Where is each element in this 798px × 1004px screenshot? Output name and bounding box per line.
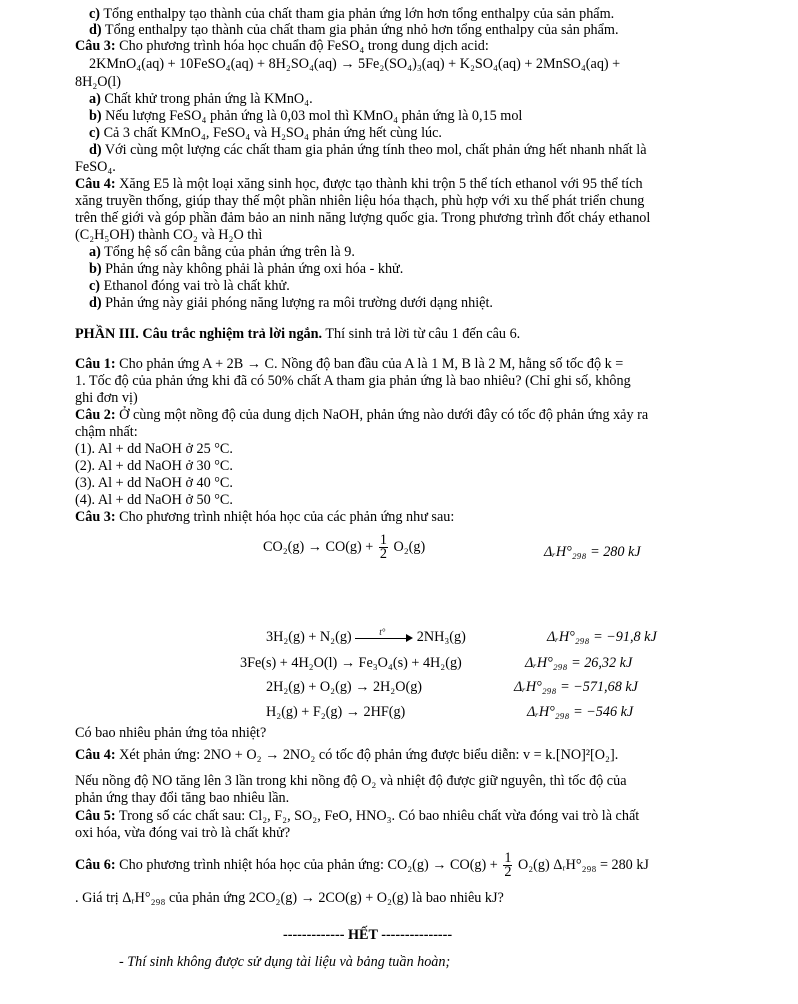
question-text: Cho phương trình hóa học chuẩn độ FeSO₄ trong dung dịch acid:	[119, 38, 489, 54]
option-text: Tổng enthalpy tạo thành của chất tham gia phản ứng lớn hơn tổng enthalpy của sản phẩm.	[103, 6, 615, 22]
thermo-equation-4: 2H₂(g) + O₂(g) → 2H₂O(g)	[266, 679, 423, 695]
option-label: b)	[89, 261, 102, 277]
fraction-denominator: 2	[504, 864, 512, 880]
q4-option-b	[89, 261, 403, 278]
p3q2-stem-line2: chậm nhất:	[75, 424, 138, 440]
option-label: c)	[89, 278, 101, 294]
option-label: d)	[89, 22, 102, 38]
question-label: Câu 3:	[75, 38, 116, 54]
option-text: Ethanol đóng vai trò là chất khử.	[103, 278, 290, 294]
p3q5-stem	[75, 808, 639, 825]
enthalpy-value-3: ΔᵣH°₂₉₈ = 26,32 kJ	[525, 655, 633, 671]
q4-stem-line2: xăng truyền thống, giúp thay thế một phần nhiên liệu hóa thạch, phù hợp với xu thế phát triển chung	[75, 193, 645, 209]
enthalpy-value-4: ΔᵣH°₂₉₈ = −571,68 kJ	[514, 679, 638, 695]
q3-option-c	[89, 125, 442, 142]
p3q1-stem-line2: 1. Tốc độ của phản ứng khi đã có 50% chất A tham gia phản ứng là bao nhiêu? (Chỉ ghi số, không	[75, 373, 631, 389]
q4-stem-line3: trên thế giới và góp phần đảm bảo an ninh năng lượng quốc gia. Trong phương trình đốt cháy ethanol	[75, 210, 651, 226]
p3q2-option-2: (2). Al + dd NaOH ở 30 °C.	[75, 458, 233, 474]
question-text: Cho phương trình nhiệt hóa học của phản ứng: CO₂(g) → CO(g) +	[115, 856, 498, 873]
option-label: c)	[89, 6, 101, 22]
question-label: Câu 1:	[75, 356, 116, 372]
q4-stem-line4: (C₂H₅OH) thành CO₂ và H₂O thì	[75, 227, 263, 243]
thermo-equation-1	[263, 534, 425, 561]
fraction	[503, 852, 512, 879]
p3q4-stem-line3: phản ứng thay đổi tăng bao nhiêu lần.	[75, 790, 290, 806]
question-text: Cho phản ứng A + 2B → C. Nồng độ ban đầu của A là 1 M, B là 2 M, hằng số tốc độ k =	[115, 356, 624, 372]
section-instruction: Thí sinh trả lời từ câu 1 đến câu 6.	[322, 326, 521, 342]
enthalpy-value-5: ΔᵣH°₂₉₈ = −546 kJ	[527, 704, 634, 720]
question-text: Xét phản ứng: 2NO + O₂ → 2NO₂ có tốc độ phản ứng được biểu diễn: v = k.[NO]²[O₂].	[115, 747, 619, 763]
question-text: Cho phương trình nhiệt hóa học của các phản ứng như sau:	[115, 509, 455, 525]
option-text: Phản ứng này giải phóng năng lượng ra môi trường dưới dạng nhiệt.	[105, 295, 493, 311]
p3q2-stem	[75, 407, 648, 424]
p3q2-option-1: (1). Al + dd NaOH ở 25 °C.	[75, 441, 233, 457]
question-label: Câu 5:	[75, 808, 116, 824]
fraction-denominator: 2	[379, 546, 387, 562]
p3q1-stem	[75, 356, 623, 373]
p3q2-option-4: (4). Al + dd NaOH ở 50 °C.	[75, 492, 233, 508]
option-text: Tổng enthalpy tạo thành của chất tham gia phản ứng nhỏ hơn tổng enthalpy của sản phẩm.	[104, 22, 619, 38]
q4-option-d	[89, 295, 493, 312]
q2-option-d	[89, 22, 619, 39]
q3-option-b	[89, 108, 522, 125]
fraction	[379, 534, 388, 561]
question-text: Ở cùng một nồng độ của dung dịch NaOH, phản ứng nào dưới đây có tốc độ phản ứng xảy ra	[115, 407, 649, 423]
option-text: Tổng hệ số cân bằng của phản ứng trên là 9.	[104, 244, 355, 260]
q4-option-a	[89, 244, 355, 261]
p3q2-option-3: (3). Al + dd NaOH ở 40 °C.	[75, 475, 233, 491]
fraction-numerator: 1	[504, 850, 512, 866]
q3-option-a	[89, 91, 313, 108]
p3q4-stem-line2: Nếu nồng độ NO tăng lên 3 lần trong khi nồng độ O₂ và nhiệt độ được giữ nguyên, thì tốc độ của	[75, 773, 627, 789]
thermo-equation-5: H₂(g) + F₂(g) → 2HF(g)	[266, 704, 406, 720]
question-text: Trong số các chất sau: Cl₂, F₂, SO₂, FeO, HNO₃. Có bao nhiêu chất vừa đóng vai trò là chất	[115, 808, 640, 824]
option-label: a)	[89, 91, 101, 107]
option-label: a)	[89, 244, 101, 260]
reaction-condition: t°	[379, 626, 386, 637]
equation-text: 2NH₃(g)	[416, 629, 466, 645]
option-text: Chất khử trong phản ứng là KMnO₄.	[104, 91, 313, 107]
question-text: Xăng E5 là một loại xăng sinh học, được tạo thành khi trộn 5 thể tích ethanol với 95 thể tích	[115, 176, 643, 192]
thermo-equation-2	[266, 626, 466, 646]
question-label: Câu 4:	[75, 176, 116, 192]
arrow-icon	[355, 626, 413, 643]
enthalpy-value-1: ΔᵣH°₂₉₈ = 280 kJ	[544, 544, 641, 560]
q3-option-d	[89, 142, 647, 159]
thermo-equation-3: 3Fe(s) + 4H₂O(l) → Fe₃O₄(s) + 4H₂(g)	[240, 655, 462, 671]
q3-stem	[75, 38, 489, 55]
p3q4-stem	[75, 747, 618, 764]
p3q6-stem	[75, 852, 649, 879]
question-label: Câu 2:	[75, 407, 116, 423]
q4-option-c	[89, 278, 290, 295]
option-text: Phản ứng này không phải là phản ứng oxi hóa - khử.	[105, 261, 404, 277]
p3q5-stem-line2: oxi hóa, vừa đóng vai trò là chất khử?	[75, 825, 291, 841]
fraction-numerator: 1	[379, 532, 387, 548]
p3q1-stem-line3: ghi đơn vị)	[75, 390, 138, 406]
p3q3-question: Có bao nhiêu phản ứng tỏa nhiệt?	[75, 725, 267, 741]
section-title: PHẦN III. Câu trắc nghiệm trả lời ngắn.	[75, 326, 323, 342]
question-label: Câu 6:	[75, 856, 116, 873]
p3q6-stem-line2: . Giá trị ΔᵣH°₂₉₈ của phản ứng 2CO₂(g) → 2CO(g) + O₂(g) là bao nhiêu kJ?	[75, 890, 504, 906]
q3-option-d-cont: FeSO₄.	[75, 159, 116, 175]
q2-option-c	[89, 6, 614, 23]
option-label: c)	[89, 125, 101, 141]
question-label: Câu 3:	[75, 509, 116, 525]
option-text: Nếu lượng FeSO₄ phản ứng là 0,03 mol thì KMnO₄ phản ứng là 0,15 mol	[105, 108, 523, 124]
option-label: d)	[89, 295, 102, 311]
footer-note: - Thí sinh không được sử dụng tài liệu và bảng tuần hoàn;	[119, 954, 451, 970]
equation-text: 3H₂(g) + N₂(g)	[266, 629, 352, 645]
option-text: Cả 3 chất KMnO₄, FeSO₄ và H₂SO₄ phản ứng hết cùng lúc.	[103, 125, 442, 141]
end-marker: ------------- HẾT ---------------	[283, 927, 453, 943]
equation-text: O₂(g)	[393, 538, 426, 555]
q4-stem	[75, 176, 643, 193]
equation-text: CO₂(g) → CO(g) +	[263, 538, 374, 555]
option-label: d)	[89, 142, 102, 158]
q3-equation-line1: 2KMnO₄(aq) + 10FeSO₄(aq) + 8H₂SO₄(aq) → 5Fe₂(SO₄)₃(aq) + K₂SO₄(aq) + 2MnSO₄(aq) +	[89, 56, 621, 72]
question-label: Câu 4:	[75, 747, 116, 763]
option-label: b)	[89, 108, 102, 124]
question-text: O₂(g) ΔᵣH°₂₉₈ = 280 kJ	[514, 856, 649, 873]
q3-equation-line2: 8H₂O(l)	[75, 74, 121, 90]
option-text: Với cùng một lượng các chất tham gia phản ứng tính theo mol, chất phản ứng hết nhanh nhất là	[104, 142, 647, 158]
part3-heading	[75, 326, 520, 343]
enthalpy-value-2: ΔᵣH°₂₉₈ = −91,8 kJ	[547, 629, 657, 645]
p3q3-stem	[75, 509, 454, 526]
